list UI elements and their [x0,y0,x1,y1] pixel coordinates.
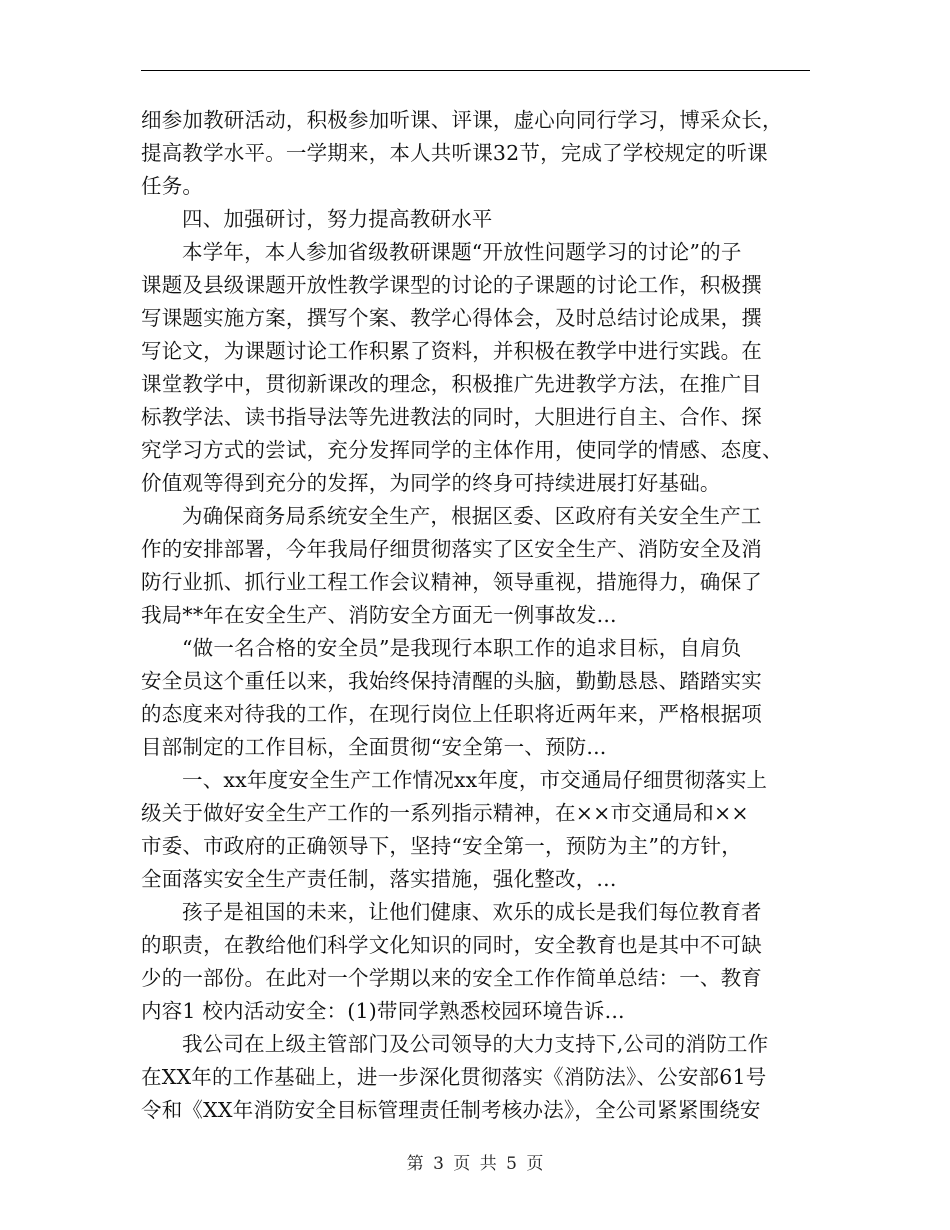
section-heading: 四、加强研讨，努力提高教研水平 [182,207,493,231]
text-line: “做一名合格的安全员”是我现行本职工作的追求目标，自肩负 [182,636,742,660]
text-line: 在XX年的工作基础上，进一步深化贯彻落实《消防法》、公安部61号 [141,1065,767,1089]
text-line: 本学年，本人参加省级教研课题“开放性问题学习的讨论”的子 [182,240,742,264]
text-line: 我公司在上级主管部门及公司领导的大力支持下,公司的消防工作 [182,1032,769,1056]
text-line: 防行业抓、抓行业工程工作会议精神，领导重视，措施得力，确保了 [141,570,762,594]
text-line: 究学习方式的尝试，充分发挥同学的主体作用，使同学的情感、态度、 [141,438,783,462]
header-rule [141,70,810,71]
text-line: 的态度来对待我的工作，在现行岗位上任职将近两年来，严格根据项 [141,702,762,726]
text-line: 价值观等得到充分的发挥，为同学的终身可持续进展打好基础。 [141,471,721,495]
text-line: 写论文，为课题讨论工作积累了资料，并积极在教学中进行实践。在 [141,339,762,363]
text-line: 少的一部份。在此对一个学期以来的安全工作作简单总结：一、教育 [141,966,762,990]
text-line: 课堂教学中，贯彻新课改的理念，积极推广先进教学方法，在推广目 [141,372,762,396]
page-footer: 第 3 页 共 5 页 [406,1154,544,1174]
document-body [141,104,813,1127]
text-line: 标教学法、读书指导法等先进教法的同时，大胆进行自主、合作、探 [141,405,762,429]
text-line: 一、xx年度安全生产工作情况xx年度，市交通局仔细贯彻落实上 [182,768,768,792]
text-line: 课题及县级课题开放性教学课型的讨论的子课题的讨论工作，积极撰 [141,273,762,297]
text-line: 全面落实安全生产责任制，落实措施，强化整改，... [141,867,617,891]
text-line: 孩子是祖国的未来，让他们健康、欢乐的成长是我们每位教育者 [182,900,762,924]
text-line: 级关于做好安全生产工作的一系列指示精神，在××市交通局和×× [141,801,749,825]
text-line: 目部制定的工作目标，全面贯彻“安全第一、预防... [141,735,607,759]
text-line: 提高教学水平。一学期来，本人共听课32节，完成了学校规定的听课 [141,141,768,165]
text-line: 作的安排部署，今年我局仔细贯彻落实了区安全生产、消防安全及消 [141,537,762,561]
text-line: 市委、市政府的正确领导下，坚持“安全第一，预防为主”的方针， [141,834,742,858]
text-line: 令和《XX年消防安全目标管理责任制考核办法》，全公司紧紧围绕安 [141,1098,761,1122]
text-line: 的职责，在教给他们科学文化知识的同时，安全教育也是其中不可缺 [141,933,762,957]
text-line: 内容1 校内活动安全：(1)带同学熟悉校园环境告诉... [141,999,625,1023]
text-line: 我局**年在安全生产、消防安全方面无一例事故发... [141,603,617,627]
text-line: 为确保商务局系统安全生产，根据区委、区政府有关安全生产工 [182,504,762,528]
text-line: 任务。 [141,174,204,198]
text-line: 安全员这个重任以来，我始终保持清醒的头脑，勤勤恳恳、踏踏实实 [141,669,762,693]
text-line: 写课题实施方案，撰写个案、教学心得体会，及时总结讨论成果，撰 [141,306,762,330]
text-line: 细参加教研活动，积极参加听课、评课，虚心向同行学习，博采众长， [141,108,783,132]
